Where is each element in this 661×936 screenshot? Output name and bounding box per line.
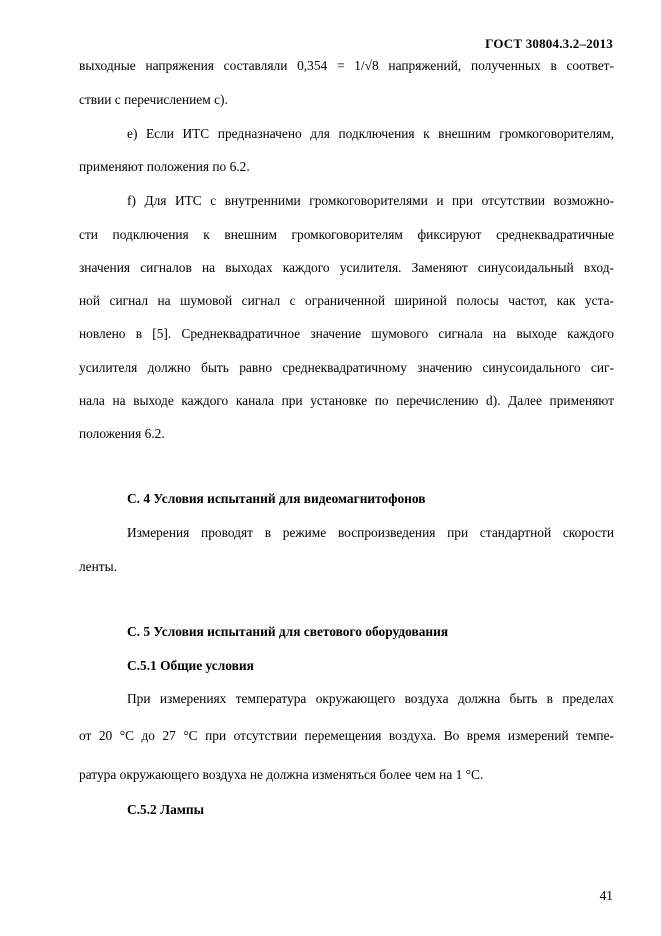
section-heading-c5: С. 5 Условия испытаний для светового оборудования	[127, 624, 449, 639]
paragraph-line: применяют положения по 6.2.	[79, 159, 250, 174]
paragraph-line: ной сигнал на шумовой сигнал с ограниченной шириной полосы частот, как уста-	[79, 293, 614, 308]
paragraph-line: ленты.	[79, 559, 117, 574]
paragraph-line: новлено в [5]. Среднеквадратичное значение шумового сигнала на выходе каждого	[79, 326, 614, 341]
paragraph-line: сти подключения к внешним громкоговорителям фиксируют среднеквадратичные	[79, 227, 614, 242]
paragraph-line: ратура окружающего воздуха не должна изменяться более чем на 1 °С.	[79, 767, 484, 782]
paragraph-line: значения сигналов на выходах каждого усилителя. Заменяют синусоидальный вход-	[79, 260, 614, 275]
paragraph-line: положения 6.2.	[79, 426, 165, 441]
paragraph-line: При измерениях температура окружающего воздуха должна быть в пределах	[127, 691, 614, 706]
paragraph-line: e) Если ИТС предназначено для подключения к внешним громкоговорителям,	[127, 126, 614, 141]
page-number: 41	[599, 888, 613, 903]
section-heading-c4: С. 4 Условия испытаний для видеомагнитофонов	[127, 491, 426, 506]
paragraph-line: f) Для ИТС с внутренними громкоговорителями и при отсутствии возможно-	[127, 193, 614, 208]
subsection-heading-c5-1: С.5.1 Общие условия	[127, 658, 254, 673]
paragraph-line: выходные напряжения составляли 0,354 = 1/√8 напряжений, полученных в соответ-	[79, 58, 614, 73]
paragraph-line: Измерения проводят в режиме воспроизведения при стандартной скорости	[127, 525, 614, 540]
paragraph-line: ствии с перечислением c).	[79, 92, 228, 107]
paragraph-line: усилителя должно быть равно среднеквадратичному значению синусоидального сиг-	[79, 360, 614, 375]
document-code-header: ГОСТ 30804.3.2–2013	[485, 36, 613, 51]
paragraph-line: от 20 °С до 27 °С при отсутствии перемещения воздуха. Во время измерений темпе-	[79, 728, 614, 743]
subsection-heading-c5-2: С.5.2 Лампы	[127, 802, 205, 817]
paragraph-line: нала на выходе каждого канала при установке по перечислению d). Далее применяют	[79, 393, 614, 408]
